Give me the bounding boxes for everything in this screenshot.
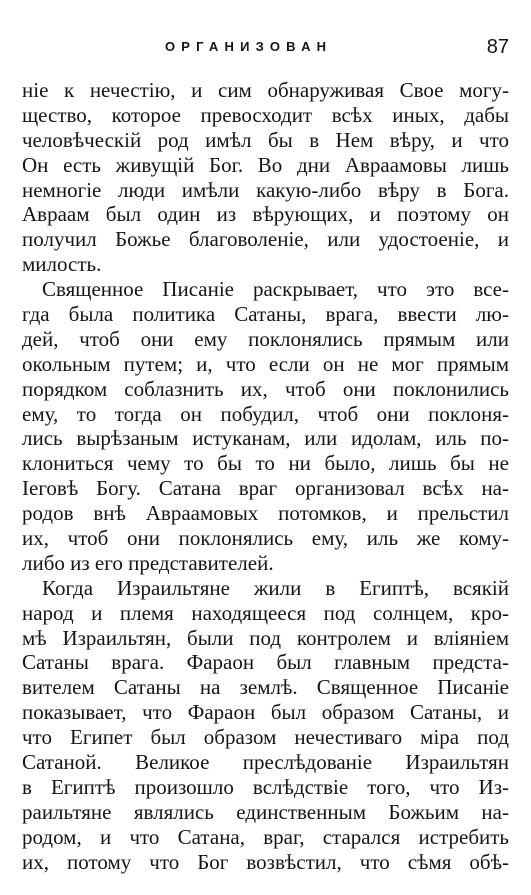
text-line: лись вырѣзаным истуканам, или идолам, иль по- [22, 426, 509, 451]
text-line: получил Божье благоволеніе, или удостоеніе, и [22, 227, 509, 252]
paragraph-continuation [22, 78, 509, 277]
text-line: что Египет был образом нечестиваго міра под [22, 725, 509, 750]
text-line: окольным путем; и, что если он не мог прямым [22, 351, 509, 376]
paragraph [22, 576, 509, 875]
text-line: Сатаной. Великое преслѣдованіе Израильтян [22, 750, 509, 775]
text-line: показывает, что Фараон был образом Сатаны, и [22, 700, 509, 725]
body-text [22, 78, 509, 875]
text-line: ніе к нечестію, и сим обнаруживая Свое могу- [22, 78, 509, 102]
text-line: дей, чтоб они ему поклонялись прямым или [22, 326, 509, 351]
text-line: щество, которое превосходит всѣх иных, дабы [22, 102, 509, 127]
text-line: их, потому что Бог возвѣстил, что сѣмя обѣ- [22, 849, 509, 874]
text-line: Когда Израильтяне жили в Египтѣ, всякій [42, 575, 509, 600]
text-line: немногіе люди имѣли какую-либо вѣру в Бога. [22, 177, 509, 202]
text-line: порядком соблазнить их, чтоб они поклонились [22, 376, 509, 401]
text-line: родов внѣ Авраамовых потомков, и прельстил [22, 501, 509, 526]
text-line: раильтяне являлись единственным Божьим на- [22, 799, 509, 824]
text-line: родом, и что Сатана, враг, старался истребить [22, 824, 509, 849]
page-number: 87 [486, 36, 509, 58]
text-line: их, чтоб они поклонялись ему, иль же кому- [22, 526, 509, 551]
text-line: клониться чему то бы то ни было, лишь бы не [22, 451, 509, 476]
text-line: вителем Сатаны на землѣ. Священное Писаніе [22, 675, 509, 700]
text-line: либо из его представителей. [22, 550, 274, 575]
text-line: милость. [22, 252, 102, 277]
text-line: Авраам был один из вѣрующих, и поэтому он [22, 202, 509, 227]
text-line: в Египтѣ произошло вслѣдствіе того, что Из- [22, 774, 509, 799]
text-line: гда была политика Сатаны, врага, ввести лю- [22, 302, 509, 327]
running-head [0, 36, 531, 60]
running-head-title: ОРГАНИЗОВАН [165, 39, 333, 54]
text-line: Іеговѣ Богу. Сатана враг организовал всѣх на- [22, 476, 509, 501]
text-line: Священное Писаніе раскрывает, что это все- [42, 277, 509, 302]
text-line: народ и племя находящееся под солнцем, кро- [22, 600, 509, 625]
text-line: Сатаны врага. Фараон был главным предста- [22, 650, 509, 675]
text-line: мѣ Израильтян, были под контролем и вліяніем [22, 625, 509, 650]
paragraph [22, 277, 509, 576]
text-line: человѣческій род имѣл бы в Нем вѣру, и что [22, 127, 509, 152]
text-line: ему, то тогда он побудил, чтоб они поклоня- [22, 401, 509, 426]
text-line: Он есть живущій Бог. Во дни Авраамовы лишь [22, 152, 509, 177]
